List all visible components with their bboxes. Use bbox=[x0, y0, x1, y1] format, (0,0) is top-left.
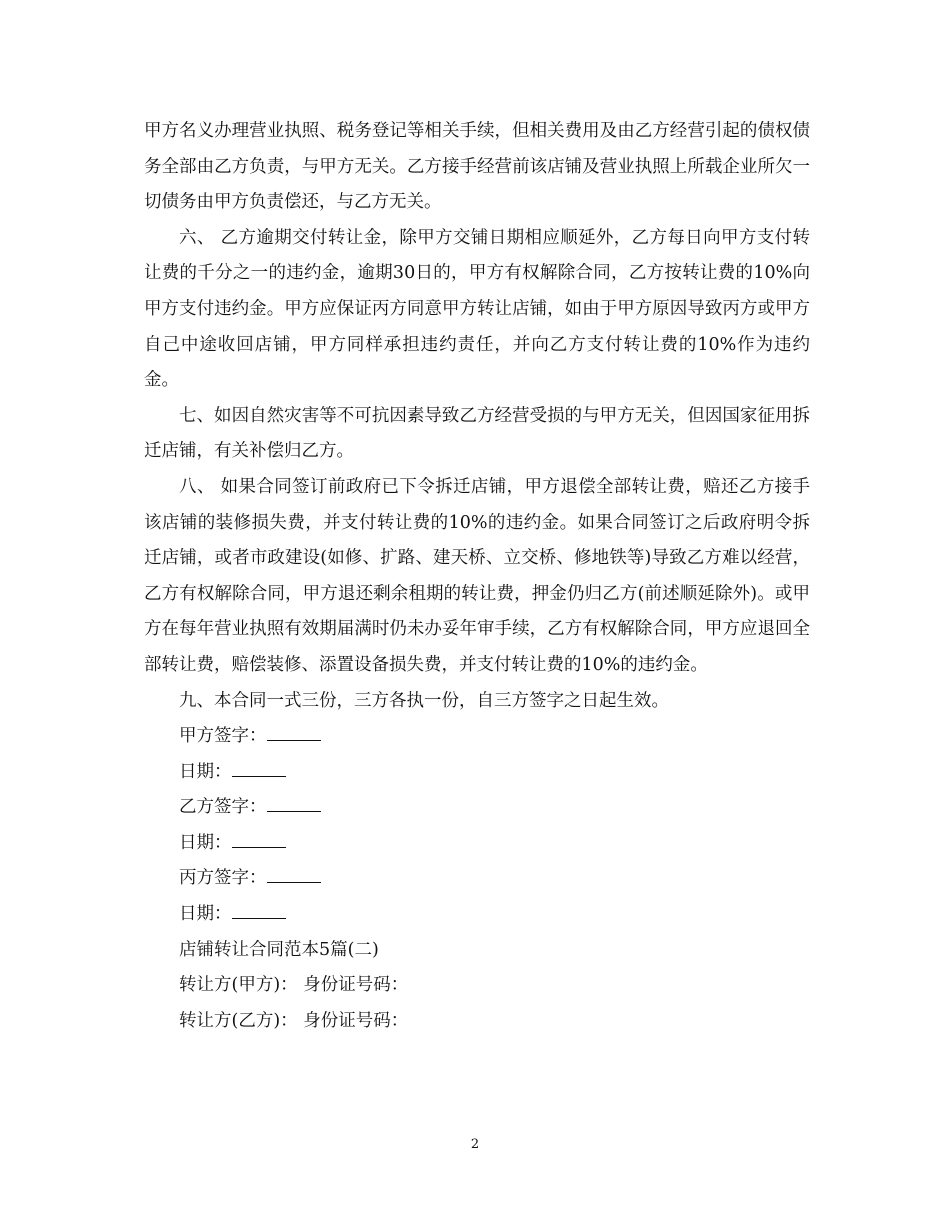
page-number: 2 bbox=[470, 1137, 480, 1152]
date-b-blank bbox=[232, 831, 286, 848]
transferor-line: 转让方(甲方)： 身份证号码： bbox=[179, 975, 409, 996]
clause-seven: 七、如因自然灾害等不可抗因素导致乙方经营受损的与甲方无关，但因国家征用拆迁店铺，有关补偿归乙方。 bbox=[144, 405, 810, 462]
document-body bbox=[144, 114, 810, 1039]
party-a-label: 甲方签字： bbox=[179, 726, 267, 747]
clause-eight: 八、 如果合同签订前政府已下令拆迁店铺，甲方退偿全部转让费，赔还乙方接手该店铺的装修损失费，并支付转让费的10%的违约金。如果合同签订之后政府明令拆迁店铺，或者市政建设(如修、扩路、建天桥、立交桥、修地铁等)导致乙方难以经营，乙方有权解除合同，甲方退还剩余租期的转让费，押金仍归乙方(前述顺延除外)。或甲方在每年营业执照有效期届满时仍未办妥年审手续，乙方有权解除合同，甲方应退回全部转让费，赔偿装修、添置设备损失费，并支付转让费的10%的违约金。 bbox=[144, 476, 810, 675]
clause-nine: 九、本合同一式三份，三方各执一份，自三方签字之日起生效。 bbox=[179, 690, 669, 711]
party-a-blank bbox=[267, 724, 321, 741]
date-c-blank bbox=[232, 902, 286, 919]
party-b-label: 乙方签字： bbox=[179, 797, 267, 818]
date-b-label: 日期： bbox=[179, 832, 232, 853]
signature-line-party-c bbox=[144, 861, 810, 897]
signature-line-party-b bbox=[144, 790, 810, 826]
signature-line-party-a bbox=[144, 719, 810, 755]
transferee-line: 转让方(乙方)： 身份证号码： bbox=[179, 1010, 409, 1031]
date-a-blank bbox=[232, 760, 286, 777]
date-line-party-c bbox=[144, 897, 810, 933]
party-c-blank bbox=[267, 866, 321, 883]
section-title: 店铺转让合同范本5篇(二) bbox=[179, 939, 379, 960]
party-b-blank bbox=[267, 795, 321, 812]
paragraph-continuation: 甲方名义办理营业执照、税务登记等相关手续，但相关费用及由乙方经营引起的债权债务全部由乙方负责，与甲方无关。乙方接手经营前该店铺及营业执照上所载企业所欠一切债务由甲方负责偿还，与乙方无关。 bbox=[144, 121, 810, 213]
date-line-party-b bbox=[144, 826, 810, 862]
date-c-label: 日期： bbox=[179, 904, 232, 925]
date-a-label: 日期： bbox=[179, 761, 232, 782]
party-c-label: 丙方签字： bbox=[179, 868, 267, 889]
clause-six: 六、 乙方逾期交付转让金，除甲方交铺日期相应顺延外，乙方每日向甲方支付转让费的千分之一的违约金，逾期30日的，甲方有权解除合同，乙方按转让费的10%向甲方支付违约金。甲方应保证丙方同意甲方转让店铺，如由于甲方原因导致丙方或甲方自己中途收回店铺，甲方同样承担违约责任，并向乙方支付转让费的10%作为违约金。 bbox=[144, 227, 810, 391]
date-line-party-a bbox=[144, 755, 810, 791]
